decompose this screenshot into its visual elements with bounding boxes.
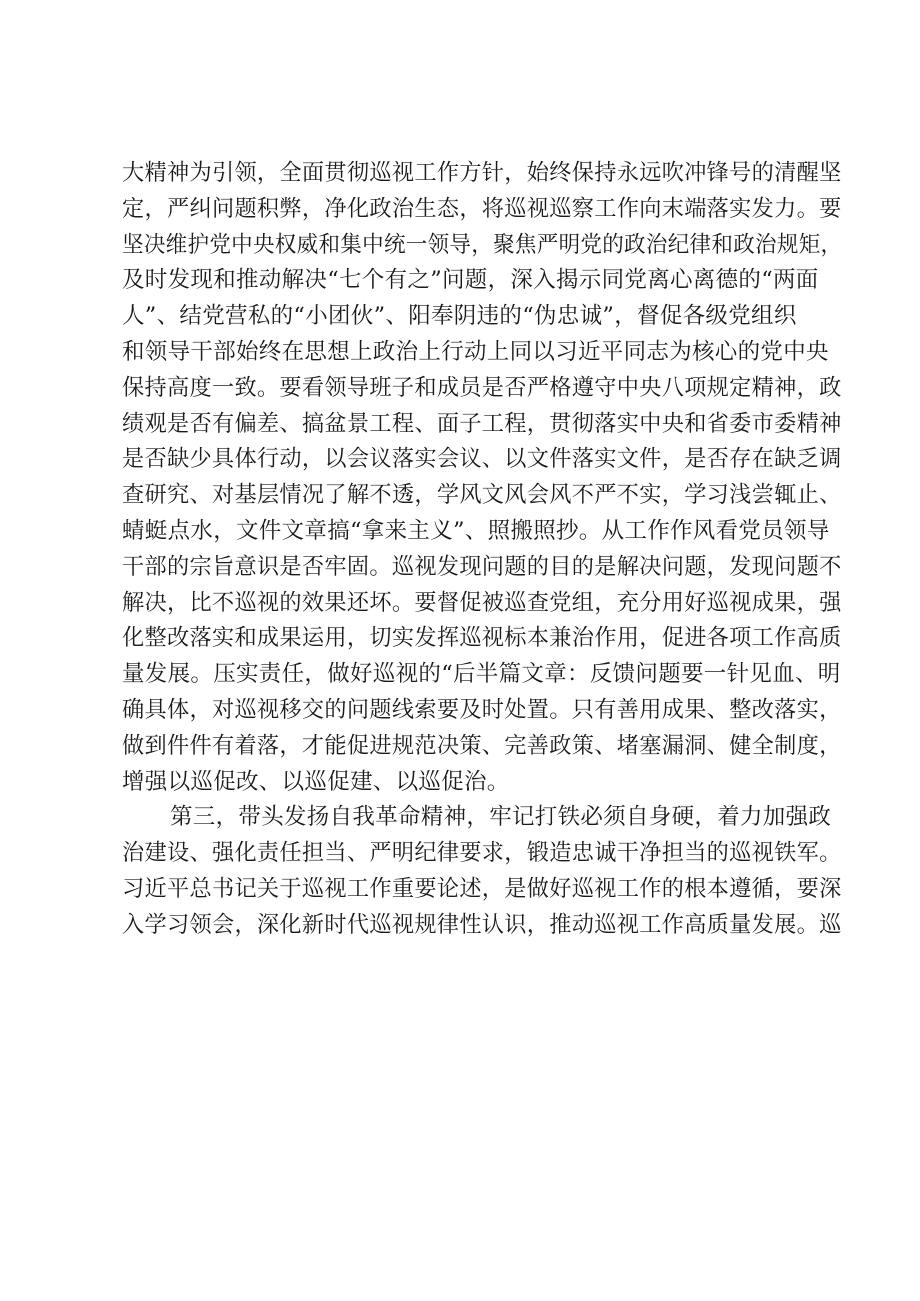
text-line: 绩观是否有偏差、搞盆景工程、面子工程，贯彻落实中央和省委市委精神 xyxy=(122,410,842,437)
text-line: 人”、结党营私的“小团伙”、阳奉阴违的“伪忠诚”，督促各级党组织 xyxy=(122,303,797,330)
text-line: 做到件件有着落，才能促进规范决策、完善政策、堵塞漏洞、健全制度， xyxy=(122,732,842,759)
text-line: 治建设、强化责任担当、严明纪律要求，锻造忠诚干净担当的巡视铁军。 xyxy=(122,840,842,867)
text-line: 增强以巡促改、以巡促建、以巡促治。 xyxy=(122,768,510,795)
text-line: 解决，比不巡视的效果还坏。要督促被巡查党组，充分用好巡视成果，强 xyxy=(122,589,842,616)
text-line: 保持高度一致。要看领导班子和成员是否严格遵守中央八项规定精神，政 xyxy=(122,374,842,401)
text-line: 查研究、对基层情况了解不透，学风文风会风不严不实，学习浅尝辄止、 xyxy=(122,482,842,509)
body-text xyxy=(122,156,842,944)
text-line: 是否缺少具体行动，以会议落实会议、以文件落实文件，是否存在缺乏调 xyxy=(122,446,842,473)
text-line: 大精神为引领，全面贯彻巡视工作方针，始终保持永远吹冲锋号的清醒坚 xyxy=(122,160,842,186)
text-line: 坚决维护党中央权威和集中统一领导，聚焦严明党的政治纪律和政治规矩， xyxy=(122,231,843,258)
paragraph-start-line: 第三，带头发扬自我革命精神，牢记打铁必须自身硬，着力加强政 xyxy=(170,804,832,831)
text-line: 化整改落实和成果运用，切实发挥巡视标本兼治作用，促进各项工作高质 xyxy=(122,625,842,652)
text-line: 习近平总书记关于巡视工作重要论述，是做好巡视工作的根本遵循，要深 xyxy=(122,875,842,902)
text-line: 量发展。压实责任，做好巡视的“后半篇文章：反馈问题要一针见血、明 xyxy=(122,661,841,688)
text-line: 定，严纠问题积弊，净化政治生态，将巡视巡察工作向末端落实发力。要 xyxy=(122,195,842,222)
text-line: 确具体，对巡视移交的问题线索要及时处置。只有善用成果、整改落实， xyxy=(122,696,842,723)
text-line: 入学习领会，深化新时代巡视规律性认识，推动巡视工作高质量发展。巡 xyxy=(122,911,842,938)
text-line: 蜻蜓点水，文件文章搞“拿来主义”、照搬照抄。从工作作风看党员领导 xyxy=(122,517,830,544)
text-line: 和领导干部始终在思想上政治上行动上同以习近平同志为核心的党中央 xyxy=(122,338,829,365)
text-line: 及时发现和推动解决“七个有之”问题，深入揭示同党离心离德的“两面 xyxy=(122,267,819,294)
text-line: 干部的宗旨意识是否牢固。巡视发现问题的目的是解决问题，发现问题不 xyxy=(122,553,842,580)
